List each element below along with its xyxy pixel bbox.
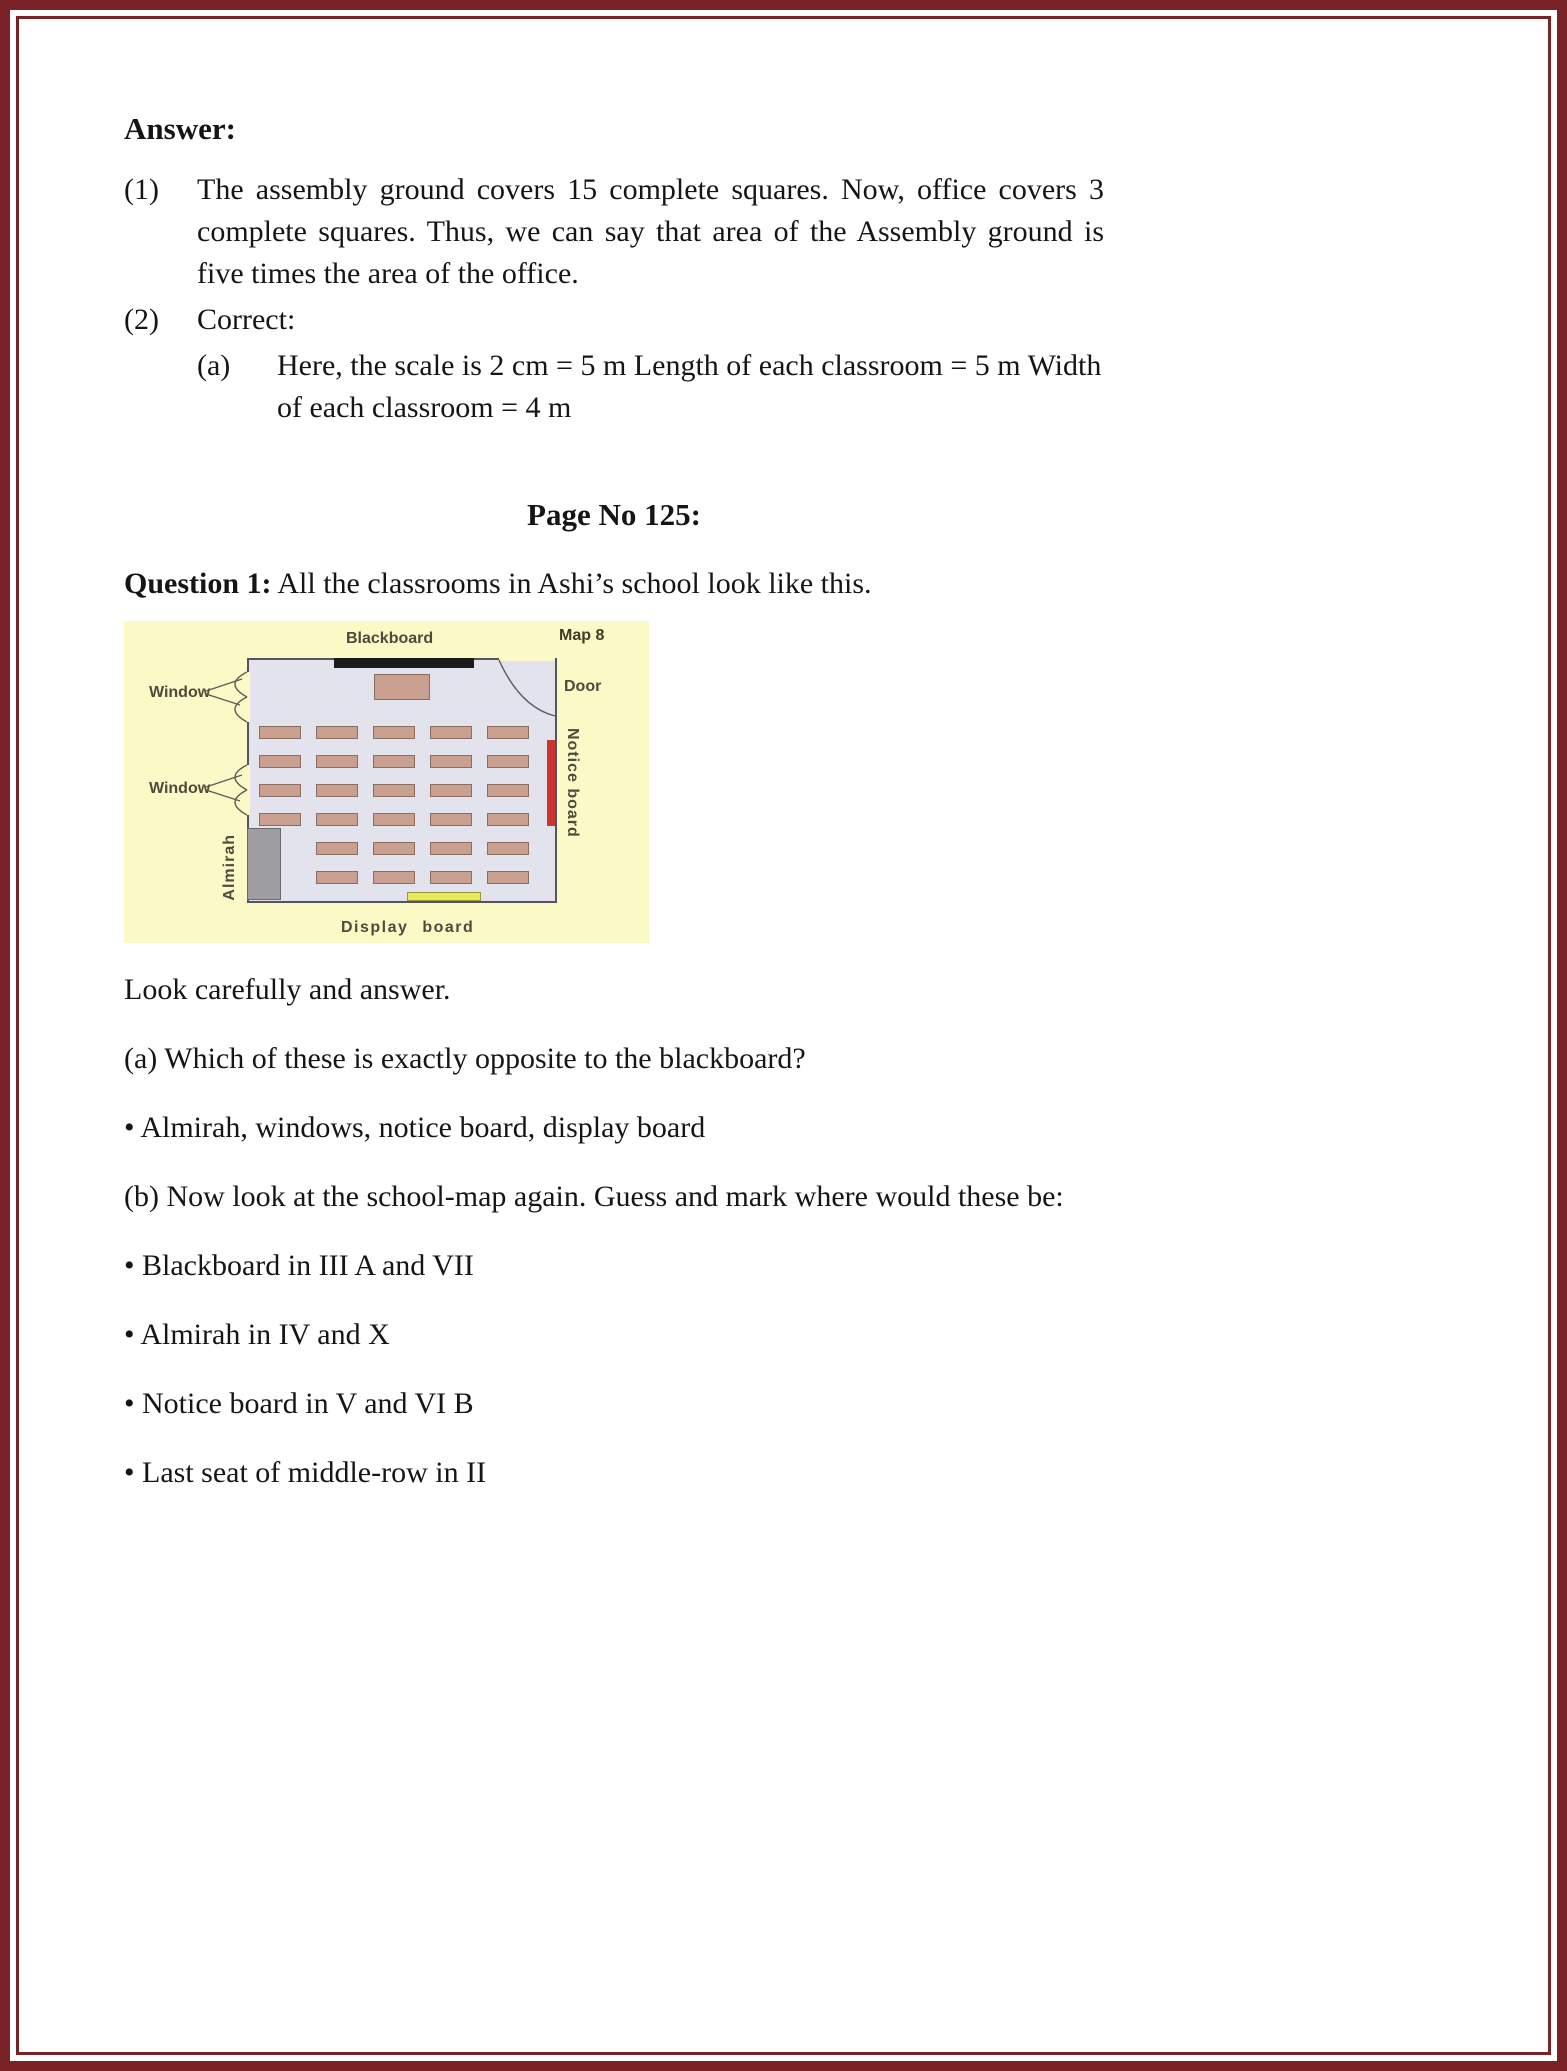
item-number: (1): [124, 173, 159, 206]
bench: [430, 784, 472, 797]
display-board: [407, 892, 481, 901]
door-label: Door: [564, 678, 602, 695]
bench: [259, 784, 301, 797]
bullet-last-seat: • Last seat of middle-row in II: [124, 1456, 487, 1489]
sub-item-letter: (a): [197, 349, 231, 382]
page-number-heading: Page No 125:: [527, 497, 701, 532]
bench: [430, 871, 472, 884]
window-pointer-line-2: [206, 775, 242, 801]
bench: [430, 813, 472, 826]
blackboard-label: Blackboard: [346, 630, 434, 647]
door-opening: [499, 658, 555, 661]
bullet-notice-board: • Notice board in V and VI B: [124, 1387, 474, 1420]
bench: [487, 813, 529, 826]
bench: [430, 726, 472, 739]
bench: [430, 755, 472, 768]
teacher-desk: [374, 674, 430, 700]
item-text: The assembly ground covers 15 complete squares. Now, office covers 3 complete squares. Thus, we can say that area of the Assembly ground is five times the area of the office.: [197, 173, 1104, 290]
almirah-label: Almirah: [221, 834, 238, 901]
bench: [373, 871, 415, 884]
answer-sub-item-a: [197, 345, 1104, 429]
item-text: Correct:: [197, 303, 296, 336]
bench: [487, 871, 529, 884]
blackboard: [334, 658, 474, 668]
bullet-answer-a: • Almirah, windows, notice board, display board: [124, 1111, 706, 1144]
bench: [316, 871, 358, 884]
window-arc-1: [235, 672, 247, 722]
bench: [373, 784, 415, 797]
classroom-map-figure: [124, 621, 649, 943]
document-content: [124, 111, 1104, 1494]
display-board-label: Display board: [341, 919, 475, 936]
window-label-1: Window: [149, 684, 211, 701]
bench: [487, 726, 529, 739]
window-opening-2: [247, 765, 250, 815]
item-number: (2): [124, 303, 159, 336]
answer-item-2: [124, 299, 1104, 341]
bullet-almirah: • Almirah in IV and X: [124, 1318, 390, 1351]
paragraph-question-b: (b) Now look at the school-map again. Guess and mark where would these be:: [124, 1180, 1064, 1213]
paragraph-look-carefully: Look carefully and answer.: [124, 973, 451, 1006]
almirah: [247, 828, 281, 900]
bench: [259, 755, 301, 768]
bench: [259, 813, 301, 826]
sub-item-text: Here, the scale is 2 cm = 5 m Length of each classroom = 5 m Width of each classroom = 4 m: [277, 349, 1102, 424]
map-number-label: Map 8: [559, 627, 605, 644]
notice-board: [547, 740, 555, 826]
page-inner-border: [16, 16, 1551, 2055]
bench: [259, 726, 301, 739]
question-text: All the classrooms in Ashi’s school look like this.: [277, 567, 872, 600]
notice-board-label: Notice board: [564, 728, 581, 838]
question-label: Question 1:: [124, 567, 272, 600]
classroom-outline: [247, 658, 557, 903]
bench: [430, 842, 472, 855]
bench: [316, 784, 358, 797]
bench: [487, 842, 529, 855]
window-pointer-line-1: [206, 679, 242, 705]
window-arc-2: [235, 765, 247, 815]
bench: [373, 813, 415, 826]
answer-heading: Answer:: [124, 111, 236, 146]
bench: [373, 842, 415, 855]
question-1: [124, 563, 1104, 605]
bench: [316, 842, 358, 855]
bench: [487, 784, 529, 797]
window-label-2: Window: [149, 780, 211, 797]
bullet-blackboard: • Blackboard in III A and VII: [124, 1249, 474, 1282]
bench: [316, 755, 358, 768]
bench: [373, 755, 415, 768]
window-opening-1: [247, 672, 250, 722]
answer-item-1: [124, 169, 1104, 295]
bench: [373, 726, 415, 739]
bench: [316, 813, 358, 826]
paragraph-question-a: (a) Which of these is exactly opposite to the blackboard?: [124, 1042, 806, 1075]
bench: [487, 755, 529, 768]
bench: [316, 726, 358, 739]
